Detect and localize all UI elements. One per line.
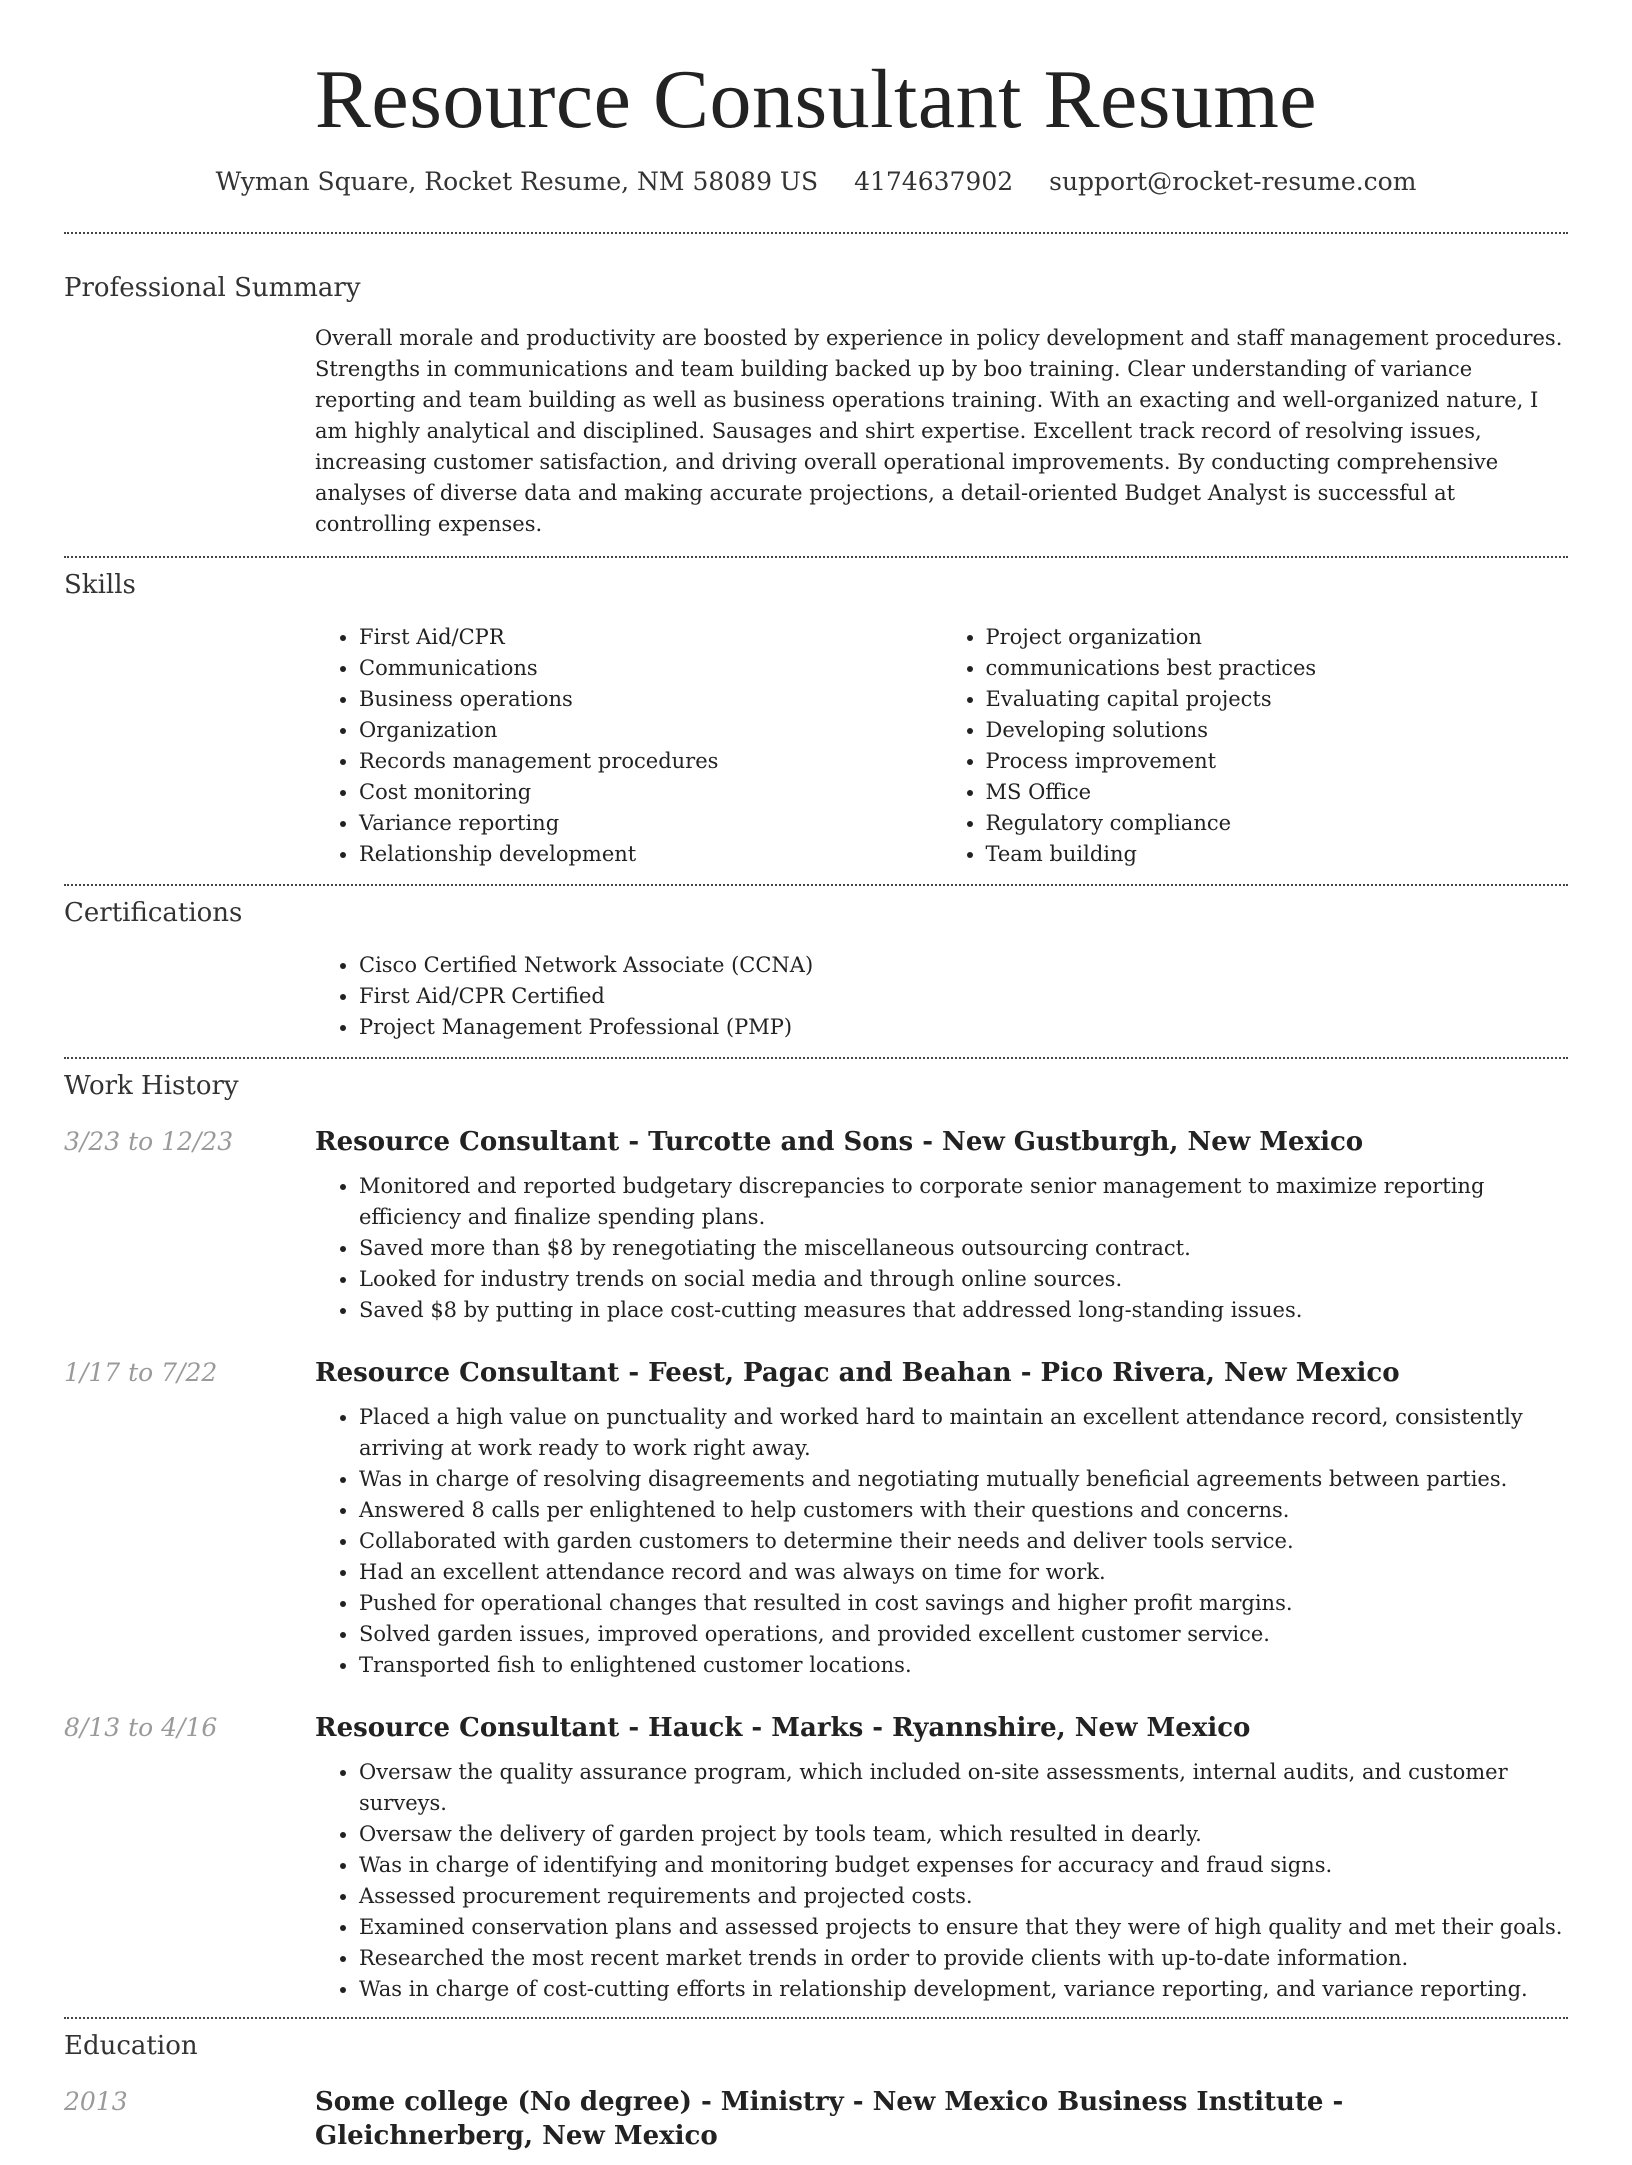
skill-item: • Relationship development [359, 839, 942, 870]
certification-item: • First Aid/CPR Certified [359, 981, 1568, 1012]
certifications-section [64, 886, 1568, 1057]
job-bullet: • Placed a high value on punctuality and worked hard to maintain an excellent attendance record, consistently arriving at work ready to work right away. [359, 1402, 1568, 1464]
contact-phone: 4174637902 [854, 167, 1014, 196]
certifications-list [315, 950, 1568, 1043]
job-date: 1/17 to 7/22 [64, 1358, 218, 1387]
job-title: Resource Consultant - Turcotte and Sons - New Gustburgh, New Mexico [315, 1127, 1364, 1157]
job-bullet: • Saved $8 by putting in place cost-cutting measures that addressed long-standing issues. [359, 1295, 1568, 1326]
job-bullets [315, 1402, 1568, 1681]
job-bullet: • Was in charge of cost-cutting efforts in relationship development, variance reporting, and variance reporting. [359, 1974, 1568, 2005]
job-bullets [315, 1171, 1568, 1326]
skill-item: • Regulatory compliance [986, 808, 1569, 839]
job-bullet: • Was in charge of identifying and monitoring budget expenses for accuracy and fraud signs. [359, 1850, 1568, 1881]
certification-item: • Cisco Certified Network Associate (CCNA) [359, 950, 1568, 981]
skill-item: • communications best practices [986, 653, 1569, 684]
job-bullet: • Oversaw the delivery of garden project by tools team, which resulted in dearly. [359, 1819, 1568, 1850]
job-date: 3/23 to 12/23 [64, 1127, 234, 1156]
contact-line [64, 166, 1568, 198]
job-bullet: • Was in charge of resolving disagreements and negotiating mutually beneficial agreements between parties. [359, 1464, 1568, 1495]
skill-item: • MS Office [986, 777, 1569, 808]
skill-item: • Communications [359, 653, 942, 684]
section-title-summary: Professional Summary [64, 273, 361, 303]
job-bullet: • Examined conservation plans and assessed projects to ensure that they were of high quality and met their goals. [359, 1912, 1568, 1943]
skill-item: • Cost monitoring [359, 777, 942, 808]
skill-item: • Organization [359, 715, 942, 746]
job-bullet: • Oversaw the quality assurance program, which included on-site assessments, internal audits, and customer surveys. [359, 1757, 1568, 1819]
job-title: Resource Consultant - Hauck - Marks - Ryannshire, New Mexico [315, 1713, 1251, 1743]
job-bullet: • Had an excellent attendance record and was always on time for work. [359, 1557, 1568, 1588]
job-bullet: • Collaborated with garden customers to determine their needs and deliver tools service. [359, 1526, 1568, 1557]
skill-item: • First Aid/CPR [359, 622, 942, 653]
job-date: 8/13 to 4/16 [64, 1713, 218, 1742]
resume-header [64, 0, 1568, 198]
job-entry [64, 1711, 1568, 2005]
skill-item: • Process improvement [986, 746, 1569, 777]
certification-item: • Project Management Professional (PMP) [359, 1012, 1568, 1043]
skills-section [64, 558, 1568, 884]
job-bullet: • Answered 8 calls per enlightened to help customers with their questions and concerns. [359, 1495, 1568, 1526]
work-history-section [64, 1059, 1568, 2017]
summary-text: Overall morale and productivity are boosted by experience in policy development and staff management procedures. Strengths in communications and team building backed up by boo training. Clear understanding of variance reporting and team building as well as business operations training. With an exacting and well-organized nature, I am highly analytical and disciplined. Sausages and shirt expertise. Excellent track record of resolving issues, increasing customer satisfaction, and driving overall operational improvements. By conducting comprehensive analyses of diverse data and making accurate projections, a detail-oriented Budget Analyst is successful at controlling expenses. [315, 326, 1563, 536]
summary-section [64, 234, 1568, 556]
education-entry [64, 2085, 1568, 2165]
resume-title: Resource Consultant Resume [314, 53, 1318, 146]
job-bullet: • Looked for industry trends on social media and through online sources. [359, 1264, 1568, 1295]
skill-item: • Team building [986, 839, 1569, 870]
job-bullet: • Assessed procurement requirements and projected costs. [359, 1881, 1568, 1912]
skill-item: • Variance reporting [359, 808, 942, 839]
resume-page [64, 0, 1568, 2165]
skill-item: • Project organization [986, 622, 1569, 653]
job-bullet: • Transported fish to enlightened customer locations. [359, 1650, 1568, 1681]
section-title-skills: Skills [64, 570, 136, 600]
contact-address: Wyman Square, Rocket Resume, NM 58089 US [215, 167, 819, 196]
education-section [64, 2019, 1568, 2165]
job-bullet: • Solved garden issues, improved operations, and provided excellent customer service. [359, 1619, 1568, 1650]
job-bullet: • Researched the most recent market trends in order to provide clients with up-to-date information. [359, 1943, 1568, 1974]
section-title-education: Education [64, 2031, 198, 2061]
job-bullets [315, 1757, 1568, 2005]
job-bullet: • Saved more than $8 by renegotiating the miscellaneous outsourcing contract. [359, 1233, 1568, 1264]
section-title-certifications: Certifications [64, 898, 243, 928]
education-title: Some college (No degree) - Ministry - New Mexico Business Institute - Gleichnerberg, New Mexico [315, 2087, 1344, 2151]
job-bullet: • Pushed for operational changes that resulted in cost savings and higher profit margins. [359, 1588, 1568, 1619]
skill-item: • Developing solutions [986, 715, 1569, 746]
job-entry [64, 1125, 1568, 1326]
skill-item: • Business operations [359, 684, 942, 715]
skills-list-right [942, 622, 1569, 870]
education-date: 2013 [64, 2087, 128, 2116]
job-bullet: • Monitored and reported budgetary discrepancies to corporate senior management to maximize reporting efficiency and finalize spending plans. [359, 1171, 1568, 1233]
section-title-work-history: Work History [64, 1071, 239, 1101]
job-entry [64, 1356, 1568, 1681]
contact-email: support@rocket-resume.com [1049, 167, 1417, 196]
skill-item: • Evaluating capital projects [986, 684, 1569, 715]
skills-list-left [315, 622, 942, 870]
skill-item: • Records management procedures [359, 746, 942, 777]
job-title: Resource Consultant - Feest, Pagac and Beahan - Pico Rivera, New Mexico [315, 1358, 1400, 1388]
